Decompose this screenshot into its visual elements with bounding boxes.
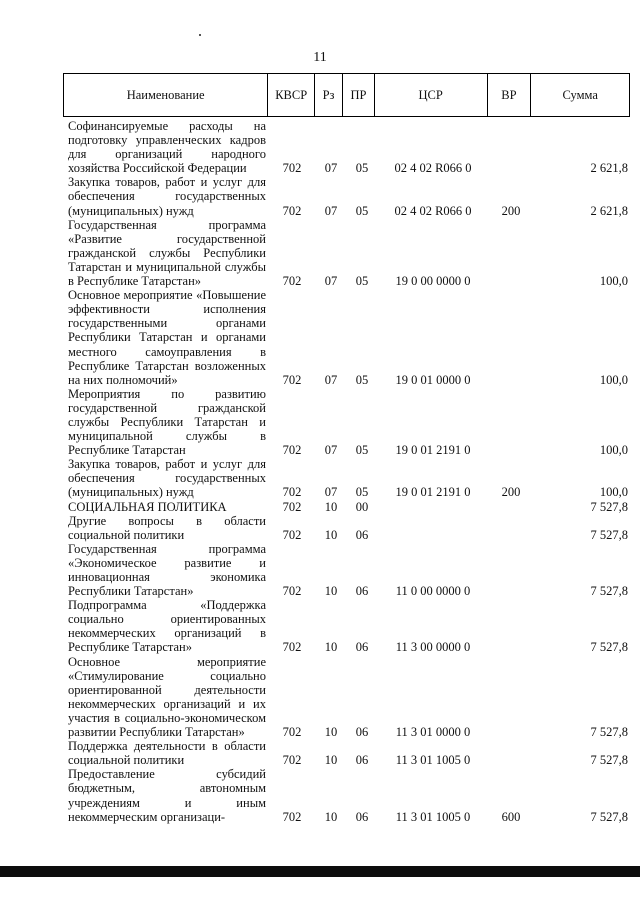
row-csr: 19 0 01 2191 0 bbox=[395, 485, 471, 500]
row-sum: 7 527,8 bbox=[590, 809, 628, 824]
row-rz: 07 bbox=[324, 485, 338, 500]
row-rz: 10 bbox=[324, 753, 338, 768]
row-pr: 06 bbox=[355, 809, 369, 824]
table-row bbox=[68, 598, 628, 654]
row-kvsr: 702 bbox=[282, 640, 302, 655]
scan-edge-bar bbox=[0, 866, 640, 877]
table-row bbox=[68, 542, 628, 598]
table-row bbox=[68, 500, 628, 514]
table-row bbox=[68, 655, 628, 740]
row-rz: 10 bbox=[324, 640, 338, 655]
row-name: Закупка товаров, работ и услуг для обеспечения государственных (муниципальных) нужд bbox=[68, 457, 266, 500]
row-sum: 100,0 bbox=[599, 443, 628, 458]
row-sum: 100,0 bbox=[599, 485, 628, 500]
row-pr: 06 bbox=[355, 725, 369, 740]
row-name: Другие вопросы в области социальной политики bbox=[68, 513, 266, 542]
row-sum: 2 621,8 bbox=[590, 161, 628, 176]
row-rz: 10 bbox=[324, 725, 338, 740]
row-kvsr: 702 bbox=[282, 725, 302, 740]
table-row bbox=[68, 387, 628, 457]
row-sum: 100,0 bbox=[599, 372, 628, 387]
header-vr: ВР bbox=[488, 74, 532, 116]
row-csr: 11 3 01 1005 0 bbox=[395, 753, 471, 768]
row-sum: 7 527,8 bbox=[590, 584, 628, 599]
row-csr: 11 3 01 1005 0 bbox=[395, 809, 471, 824]
row-pr: 05 bbox=[355, 443, 369, 458]
row-name: Подпрограмма «Поддержка социально ориентированных некоммерческих организаций в Республике Татарстан» bbox=[68, 598, 266, 655]
row-rz: 07 bbox=[324, 203, 338, 218]
table-body bbox=[68, 119, 628, 824]
row-kvsr: 702 bbox=[282, 485, 302, 500]
row-kvsr: 702 bbox=[282, 443, 302, 458]
row-name: Софинансируемые расходы на подготовку управленческих кадров для организаций народного хозяйства Российской Федерации bbox=[68, 119, 266, 176]
table-row bbox=[68, 218, 628, 288]
table-row bbox=[68, 175, 628, 217]
row-pr: 05 bbox=[355, 203, 369, 218]
row-kvsr: 702 bbox=[282, 809, 302, 824]
row-sum: 7 527,8 bbox=[590, 753, 628, 768]
header-sum: Сумма bbox=[562, 87, 598, 102]
row-name: Закупка товаров, работ и услуг для обеспечения государственных (муниципальных) нужд bbox=[68, 175, 266, 218]
table-row bbox=[68, 739, 628, 767]
row-kvsr: 702 bbox=[282, 161, 302, 176]
row-rz: 07 bbox=[324, 372, 338, 387]
row-kvsr: 702 bbox=[282, 203, 302, 218]
row-sum: 7 527,8 bbox=[590, 640, 628, 655]
row-name: Основное мероприятие «Повышение эффективности исполнения государственными органами Республики Татарстан и органами местного самоуправления в Республике Татарстан возложенных на них полномочий» bbox=[68, 288, 266, 387]
row-sum: 100,0 bbox=[599, 274, 628, 289]
page-number: 11 bbox=[313, 50, 327, 65]
row-csr: 19 0 01 2191 0 bbox=[395, 443, 471, 458]
row-name: Основное мероприятие «Стимулирование социально ориентированной деятельности некоммерческих организаций и их участия в социально-экономическом развитии Республики Татарстан» bbox=[68, 654, 266, 740]
row-csr: 02 4 02 R066 0 bbox=[394, 203, 472, 218]
row-vr: 200 bbox=[501, 203, 521, 218]
row-rz: 07 bbox=[324, 274, 338, 289]
row-rz: 10 bbox=[324, 527, 338, 542]
header-kvsr: КВСР bbox=[268, 74, 315, 116]
row-rz: 10 bbox=[324, 584, 338, 599]
row-csr: 11 3 00 0000 0 bbox=[395, 640, 471, 655]
header-pr: ПР bbox=[343, 74, 375, 116]
row-kvsr: 702 bbox=[282, 274, 302, 289]
table-header bbox=[63, 73, 630, 117]
row-kvsr: 702 bbox=[282, 499, 302, 514]
table-row bbox=[68, 288, 628, 387]
row-name: Поддержка деятельности в области социальной политики bbox=[68, 739, 266, 768]
row-sum: 7 527,8 bbox=[590, 725, 628, 740]
row-sum: 7 527,8 bbox=[590, 527, 628, 542]
row-rz: 10 bbox=[324, 809, 338, 824]
row-kvsr: 702 bbox=[282, 584, 302, 599]
row-vr: 600 bbox=[501, 809, 521, 824]
row-vr: 200 bbox=[501, 485, 521, 500]
row-sum: 2 621,8 bbox=[590, 203, 628, 218]
row-pr: 06 bbox=[355, 584, 369, 599]
row-pr: 05 bbox=[355, 372, 369, 387]
table-row bbox=[68, 119, 628, 175]
row-rz: 10 bbox=[324, 499, 338, 514]
table-row bbox=[68, 514, 628, 542]
row-pr: 06 bbox=[355, 527, 369, 542]
row-name: Государственная программа «Развитие государственной гражданской службы Республики Татарстан и муниципальной службы в Республике Татарстан» bbox=[68, 217, 266, 289]
header-name: Наименование bbox=[64, 74, 268, 116]
row-kvsr: 702 bbox=[282, 527, 302, 542]
row-pr: 05 bbox=[355, 274, 369, 289]
row-name: СОЦИАЛЬНАЯ ПОЛИТИКА bbox=[68, 499, 227, 514]
row-pr: 00 bbox=[355, 499, 369, 514]
row-csr: 19 0 01 0000 0 bbox=[395, 372, 471, 387]
row-csr: 02 4 02 R066 0 bbox=[394, 161, 472, 176]
row-kvsr: 702 bbox=[282, 753, 302, 768]
table-row bbox=[68, 767, 628, 823]
row-rz: 07 bbox=[324, 161, 338, 176]
header-csr: ЦСР bbox=[375, 74, 488, 116]
table-row bbox=[68, 457, 628, 499]
header-rz: Рз bbox=[315, 74, 343, 116]
row-pr: 05 bbox=[355, 485, 369, 500]
row-pr: 05 bbox=[355, 161, 369, 176]
row-sum: 7 527,8 bbox=[590, 499, 628, 514]
row-pr: 06 bbox=[355, 753, 369, 768]
row-csr: 11 3 01 0000 0 bbox=[395, 725, 471, 740]
row-name: Государственная программа «Экономическое развитие и инновационная экономика Республики Татарстан» bbox=[68, 541, 266, 599]
row-pr: 06 bbox=[355, 640, 369, 655]
row-name: Мероприятия по развитию государственной гражданской службы Республики Татарстан и муниципальной службы в Республике Татарстан bbox=[68, 386, 266, 458]
row-csr: 19 0 00 0000 0 bbox=[395, 274, 471, 289]
row-csr: 11 0 00 0000 0 bbox=[395, 584, 471, 599]
row-rz: 07 bbox=[324, 443, 338, 458]
scan-speck bbox=[199, 34, 201, 36]
row-kvsr: 702 bbox=[282, 372, 302, 387]
row-name: Предоставление субсидий бюджетным, автономным учреждениям и иным некоммерческим организаци- bbox=[68, 767, 266, 824]
